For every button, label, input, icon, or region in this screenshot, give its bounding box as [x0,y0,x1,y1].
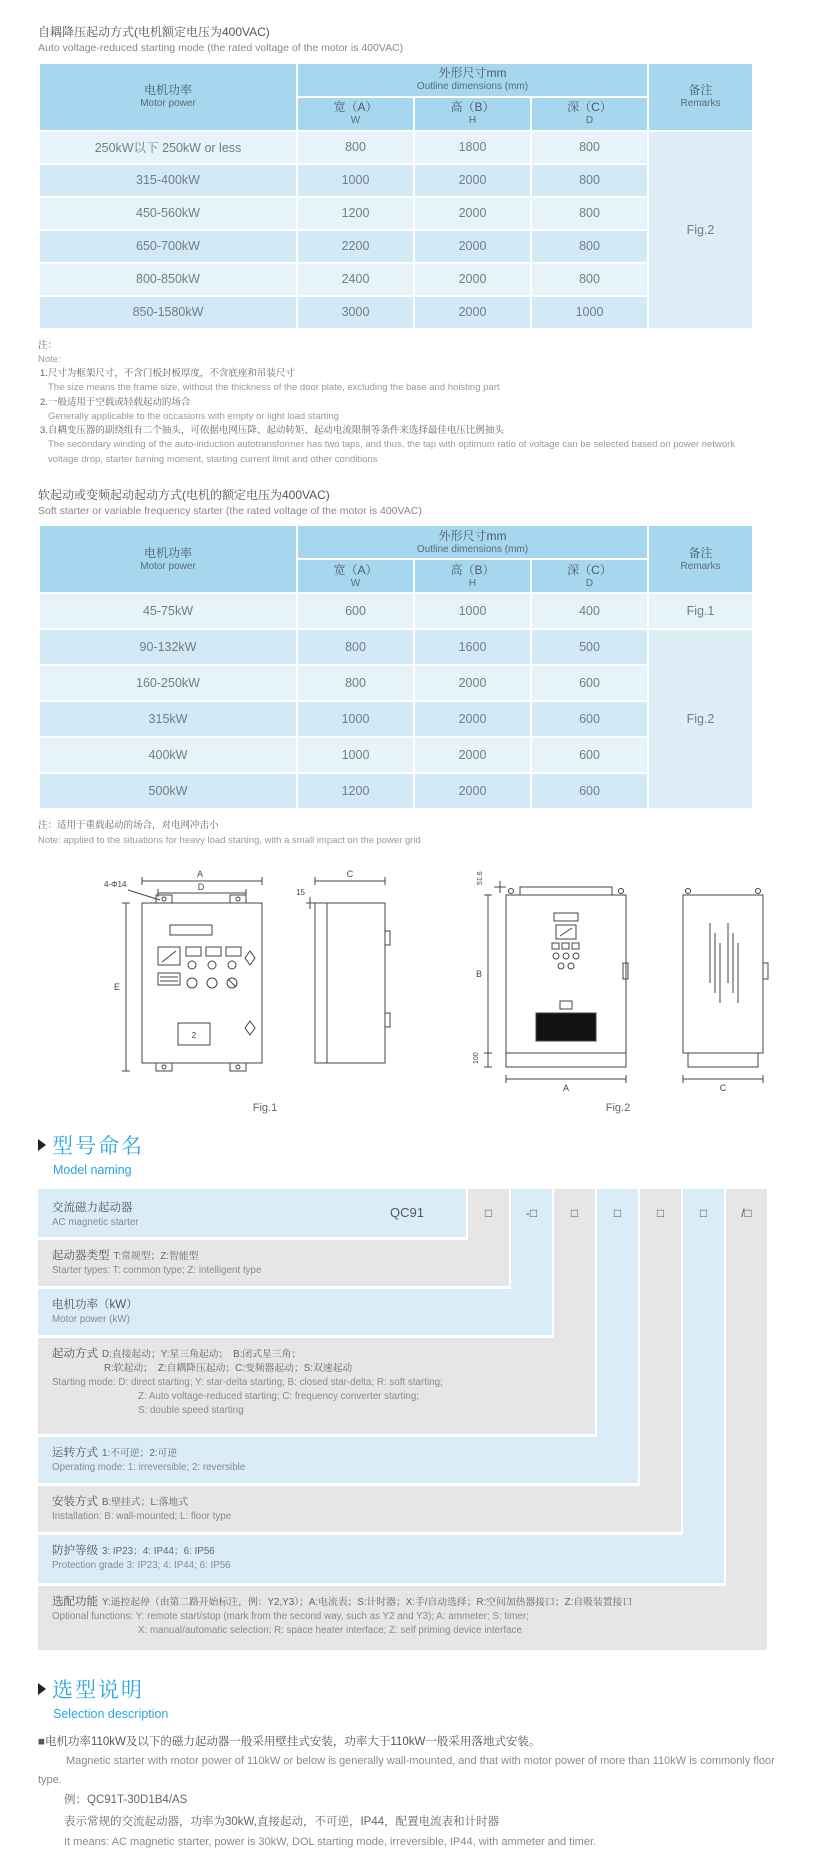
selection-body [38,1733,790,1853]
col-depth-c: 深（C） D [532,560,647,592]
wall-mounted-cabinet-drawing [100,863,430,1095]
selection-example-model: 例：QC91T-30D1B4/AS [64,1793,188,1806]
row-motor-power: 电机功率（kW） Motor power (kW) [38,1289,552,1335]
col-width-a: 宽（A） W [298,560,413,592]
selection-description-heading [38,1674,790,1721]
note-label-en: Note: [38,353,61,365]
row-ac-magnetic-starter: 交流磁力起动器 AC magnetic starter [38,1189,466,1237]
note-item1-en: The size means the frame size, without the thickness of the door plate, excluding the base and hoisting part [48,382,500,394]
note-item2-en: Generally applicable to the occasions with empty or light load starting [48,410,339,422]
table-row: 315kW 1000 2000 600 [40,702,752,736]
soft-starter-table [38,524,754,810]
figure-2 [448,863,788,1114]
row-optional-functions: 选配功能 Y:遥控起停（由第二路开始标注，例：Y2,Y3）；A:电流表；S:计时器；X:手/自动选择；R:空间加热器接口；Z:自吸装置接口 Optional functions: Y: remote start/stop (mark from the second way, such as Y2 and Y3); A: ammeter; S: timer; X: manual/automatic selection; R: space heater interface; Z: self priming device interface [38,1586,767,1650]
col-depth-c: 深（C） D [532,98,647,130]
code-box-6: □ [699,1205,708,1220]
fig1-dim-15: 15 [296,887,305,897]
table1-title-zh: 自耦降压起动方式(电机额定电压为400VAC) [38,25,270,39]
selection-title-zh: 选型说明 [52,1678,144,1702]
code-box-1: □ [484,1205,493,1220]
table-row: 500kW 1200 2000 600 [40,774,752,808]
auto-voltage-table [38,62,754,330]
table-row: 400kW 1000 2000 600 [40,738,752,772]
code-column-stripe [726,1189,767,1586]
row-starter-type: 起动器类型 T:常规型；Z:智能型 Starter types: T: common type; Z: intelligent type [38,1240,509,1286]
code-box-3: □ [570,1205,579,1220]
col-motor-power: 电机功率 Motor power [40,526,296,592]
note-item1-zh: 1.尺寸为框架尺寸，不含门板封板厚度，不含底座和吊装尺寸 [40,368,295,380]
table1-title-en: Auto voltage-reduced starting mode (the rated voltage of the motor is 400VAC) [38,42,404,55]
table-row: 90-132kW 800 1600 500 Fig.2 [40,630,752,664]
fig2-dim-a: A [562,1082,570,1093]
table2-title-en: Soft starter or variable frequency starter (the rated voltage of the motor is 400VAC) [38,505,422,518]
fig1-hole-label: 4-Φ14 [104,879,127,889]
section-arrow-icon [38,1139,46,1151]
table2-note: 注：适用于重载起动的场合，对电网冲击小 Note: applied to the situations for heavy load starting, with a small impact on the power grid [38,820,421,847]
col-remarks: 备注 Remarks [649,526,752,592]
fig1-panel-number: 2 [191,1030,197,1040]
fig2-dim-c: C [719,1082,727,1093]
row-starting-mode: 起动方式 D:直接起动；Y:星三角起动； B:闭式星三角； R:软起动； Z:自耦降压起动；C:变频器起动；S:双速起动 Starting mode: D: direct starting; Y: star-delta starting; B: closed star-delta; R: soft starting; Z: Auto voltage-reduced starting; C: frequency converter starting; S: double speed starting [38,1338,595,1434]
table-row: 250kW以下 250kW or less 800 1800 800 Fig.2 [40,132,752,163]
col-motor-power: 电机功率 Motor power [40,64,296,130]
selection-title-en: Selection description [53,1706,169,1721]
remark-fig2: Fig.2 [649,630,752,808]
fig2-dim-100: 100 [473,1052,480,1064]
table-row: 315-400kW 1000 2000 800 [40,165,752,196]
model-naming-heading [38,1130,790,1177]
model-naming-diagram [38,1189,770,1650]
table-row: 800-850kW 2400 2000 800 [40,264,752,295]
selection-example-en: It means: AC magnetic starter, power is 30kW, DOL starting mode, irreversible, IP44, with ammeter and timer. [64,1836,597,1849]
fig2-dim-516: 51.6 [477,871,484,885]
table-row: 850-1580kW 3000 2000 1000 [40,297,752,328]
fig1-dim-c: C [346,868,354,879]
selection-paragraph-zh: ■电机功率110kW及以下的磁力起动器一般采用壁挂式安装，功率大于110kW一般采用落地式安装。 [38,1735,541,1748]
table-row: 650-700kW 2200 2000 800 [40,231,752,262]
table-row: 160-250kW 800 2000 600 [40,666,752,700]
note-label-zh: 注： [38,339,58,351]
note-item3-en: The secondary winding of the auto-induction autotransformer has two taps, and thus, the tap with optimum ratio of voltage can be selected based on power network voltage drop, starter turning moment, starting current limit and other conditions [48,439,736,465]
col-height-b: 高（B） H [415,560,530,592]
row-operating-mode: 运转方式 1:不可逆；2:可逆 Operating mode: 1: irreversible; 2: reversible [38,1437,638,1483]
fig2-caption: Fig.2 [605,1101,631,1114]
fig2-dim-b: B [476,968,483,979]
table1-notes [38,339,790,467]
col-remarks: 备注 Remarks [649,64,752,130]
section-arrow-icon [38,1683,46,1695]
code-box-7: /□ [741,1205,752,1220]
model-prefix: QC91 [390,1204,424,1220]
row-installation: 安装方式 B:壁挂式；L:落地式 Installation: B: wall-mounted; L: floor type [38,1486,681,1532]
code-box-2: -□ [525,1205,538,1220]
fig1-dim-d: D [197,881,205,892]
fig1-dim-a: A [196,868,204,879]
col-height-b: 高（B） H [415,98,530,130]
fig1-caption: Fig.1 [252,1101,278,1114]
col-outline-dimensions: 外形尺寸mm Outline dimensions (mm) [298,526,647,558]
table-row: 450-560kW 1200 2000 800 [40,198,752,229]
selection-paragraph-en: Magnetic starter with motor power of 110kW or below is generally wall-mounted, and that with motor power of more than 110kW is commonly floor type. [38,1755,775,1787]
floor-type-cabinet-drawing [448,863,788,1095]
table-row: 45-75kW 600 1000 400 Fig.1 [40,594,752,628]
code-box-4: □ [613,1205,622,1220]
col-outline-dimensions: 外形尺寸mm Outline dimensions (mm) [298,64,647,96]
note-item3-zh: 3.自耦变压器的副绕组有二个抽头，可依据电网压降、起动转矩、起动电流限制等条件来选择最佳电压比例抽头 [40,425,504,437]
code-box-5: □ [656,1205,665,1220]
fig1-dim-e: E [114,981,121,992]
row-protection-grade: 防护等级 3: IP23；4: IP44；6: IP56 Protection grade 3: IP23; 4: IP44; 6: IP56 [38,1535,724,1583]
code-column-stripe [683,1189,724,1535]
model-naming-title-zh: 型号命名 [52,1134,144,1158]
remark-fig1: Fig.1 [649,594,752,628]
table2-title-zh: 软起动或变频起动起动方式(电机的额定电压为400VAC) [38,487,330,502]
note-item2-zh: 2.一般适用于空载或轻载起动的场合 [40,396,191,408]
remark-fig2: Fig.2 [649,132,752,328]
figure-1 [100,863,430,1114]
col-width-a: 宽（A） W [298,98,413,130]
dimension-figures [38,863,790,1114]
model-naming-title-en: Model naming [53,1162,132,1177]
selection-example-zh: 表示常规的交流起动器，功率为30kW,直接起动，不可逆，IP44，配置电流表和计时器 [64,1815,500,1828]
